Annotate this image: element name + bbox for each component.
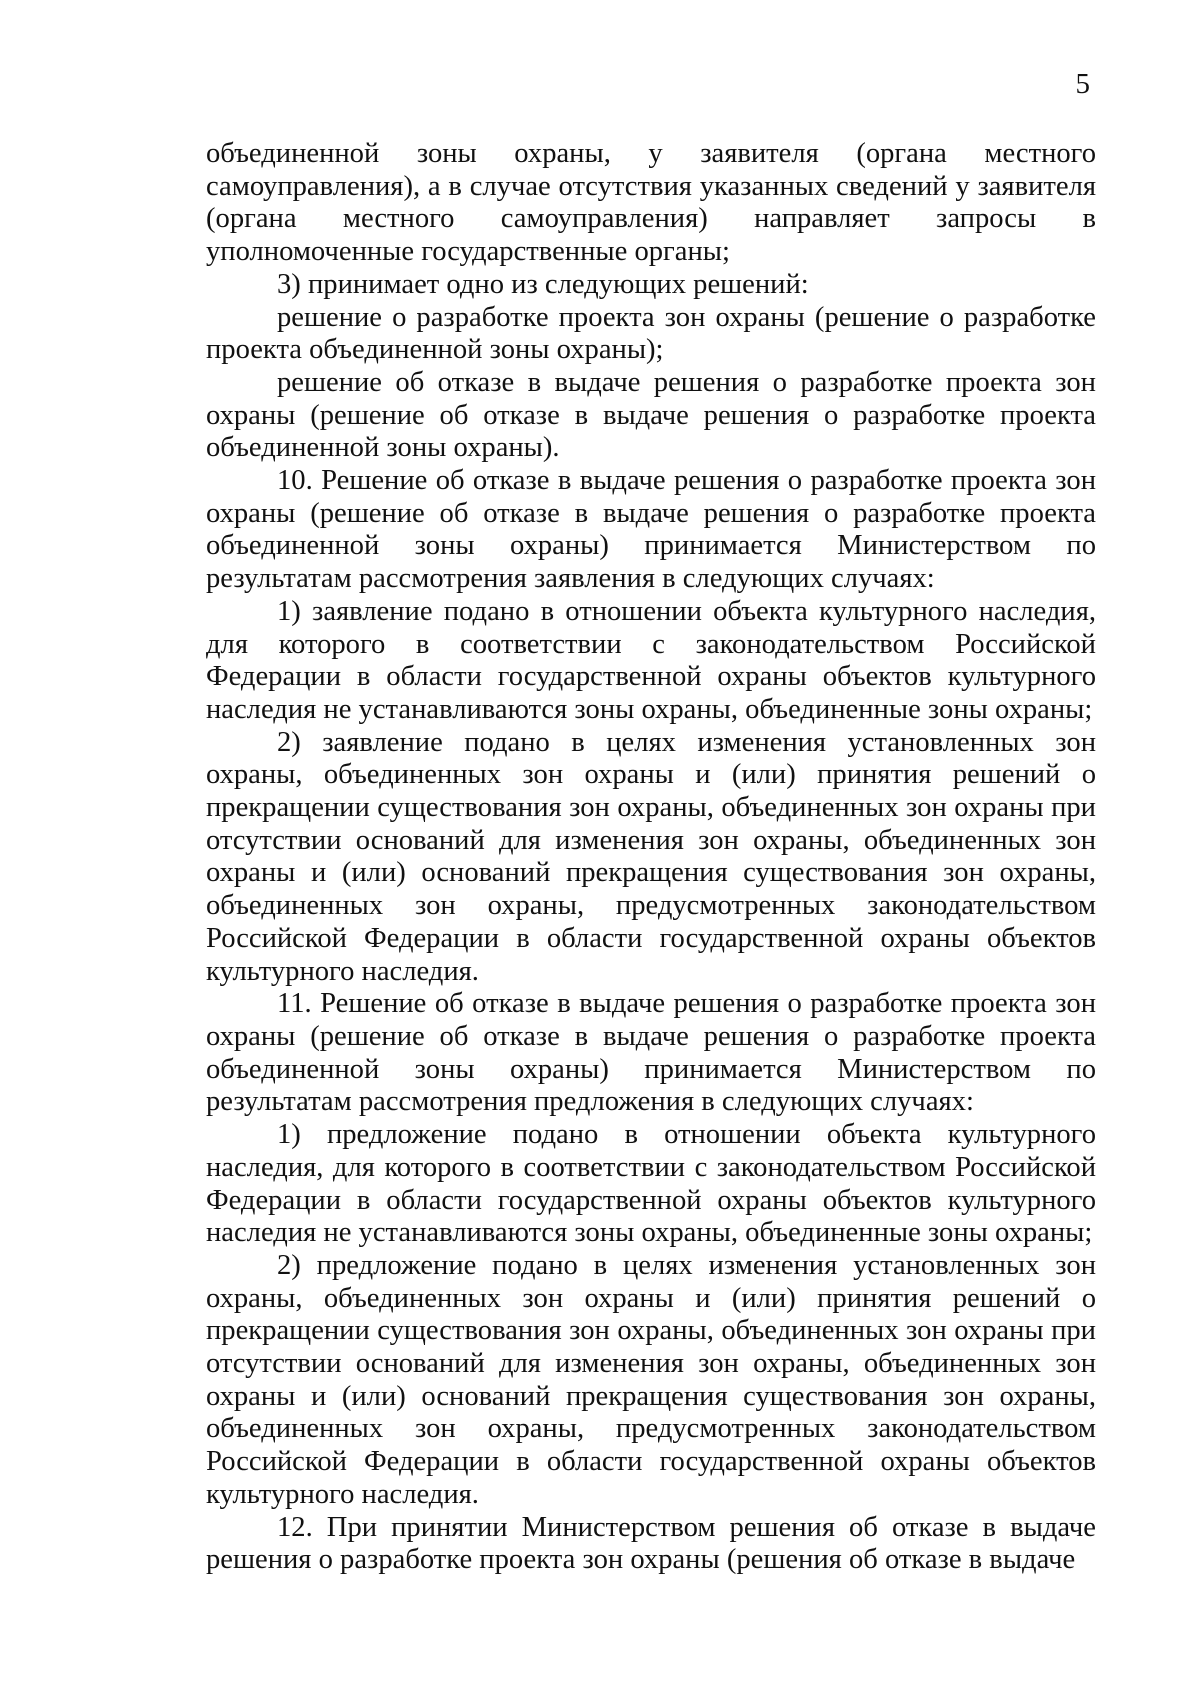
paragraph-item-3: 3) принимает одно из следующих решений: bbox=[277, 268, 809, 300]
paragraph-decision-develop: решение о разработке проекта зон охраны (решение о разработке проекта объединенной зоны охраны); bbox=[206, 301, 1096, 366]
paragraph-section-10: 10. Решение об отказе в выдаче решения о разработке проекта зон охраны (решение об отказе в выдаче решения о разработке проекта объединенной зоны охраны) принимается Министерством по результатам рассмотрения заявления в следующих случаях: bbox=[206, 465, 1096, 595]
paragraph-continuation: объединенной зоны охраны, у заявителя (органа местного самоуправления), а в случае отсутствия указанных сведений у заявителя (органа местного самоуправления) направляет запросы в уполномоченные государственные органы; bbox=[206, 138, 1096, 268]
page-number: 5 bbox=[1075, 68, 1090, 100]
paragraph-section-11-item-2: 2) предложение подано в целях изменения установленных зон охраны, объединенных зон охраны и (или) принятия решений о прекращении существования зон охраны, объединенных зон охраны при отсутствии оснований для изменения зон охраны, объединенных зон охраны и (или) оснований прекращения существования зон охраны, объединенных зон охраны, предусмотренных законодательством Российской Федерации в области государственной охраны объектов культурного наследия. bbox=[206, 1249, 1096, 1510]
paragraph-section-10-item-2: 2) заявление подано в целях изменения установленных зон охраны, объединенных зон охраны и (или) принятия решений о прекращении существования зон охраны, объединенных зон охраны при отсутствии оснований для изменения зон охраны, объединенных зон охраны и (или) оснований прекращения существования зон охраны, объединенных зон охраны, предусмотренных законодательством Российской Федерации в области государственной охраны объектов культурного наследия. bbox=[206, 726, 1096, 987]
paragraph-section-11-item-1: 1) предложение подано в отношении объекта культурного наследия, для которого в соответствии с законодательством Российской Федерации в области государственной охраны объектов культурного наследия не устанавливаются зоны охраны, объединенные зоны охраны; bbox=[206, 1119, 1096, 1249]
document-body bbox=[206, 138, 1096, 1577]
paragraph-section-11: 11. Решение об отказе в выдаче решения о разработке проекта зон охраны (решение об отказе в выдаче решения о разработке проекта объединенной зоны охраны) принимается Министерством по результатам рассмотрения предложения в следующих случаях: bbox=[206, 988, 1096, 1118]
paragraph-section-10-item-1: 1) заявление подано в отношении объекта культурного наследия, для которого в соответствии с законодательством Российской Федерации в области государственной охраны объектов культурного наследия не устанавливаются зоны охраны, объединенные зоны охраны; bbox=[206, 595, 1096, 725]
paragraph-section-12: 12. При принятии Министерством решения об отказе в выдаче решения о разработке проекта зон охраны (решения об отказе в выдаче bbox=[206, 1511, 1096, 1576]
paragraph-decision-refuse: решение об отказе в выдаче решения о разработке проекта зон охраны (решение об отказе в выдаче решения о разработке проекта объединенной зоны охраны). bbox=[206, 366, 1096, 464]
